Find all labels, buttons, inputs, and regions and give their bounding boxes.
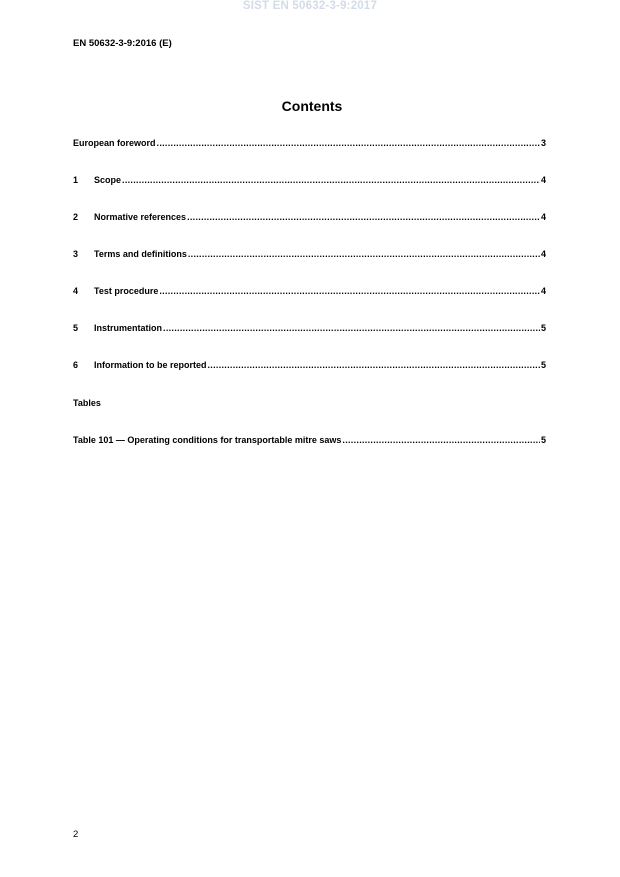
toc-leader-dots	[163, 323, 540, 333]
toc-entry-label: Terms and definitions	[94, 249, 187, 259]
toc-entry-number: 1	[73, 175, 79, 185]
toc-entry-label: Test procedure	[94, 286, 159, 296]
toc-entry-normative-references[interactable]	[73, 212, 546, 226]
toc-entry-page: 5	[540, 323, 546, 333]
toc-entry-page: 4	[540, 175, 546, 185]
page-title: Contents	[281, 98, 343, 114]
toc-entry-page: 5	[540, 435, 546, 445]
toc-leader-dots	[159, 286, 540, 296]
toc-entry-label: Table 101 — Operating conditions for transportable mitre saws	[73, 435, 342, 445]
toc-entry-number: 6	[73, 360, 79, 370]
toc-leader-dots	[342, 435, 540, 445]
toc-leader-dots	[208, 360, 540, 370]
toc-entry-page: 4	[540, 212, 546, 222]
toc-entry-label: Normative references	[94, 212, 187, 222]
toc-entry-label: Information to be reported	[94, 360, 207, 370]
toc-entry-page: 4	[540, 249, 546, 259]
toc-entry-european-foreword[interactable]	[73, 138, 546, 152]
toc-leader-dots	[188, 249, 540, 259]
page-number: 2	[73, 829, 79, 840]
toc-entry-instrumentation[interactable]	[73, 323, 546, 337]
toc-entry-terms-and-definitions[interactable]	[73, 249, 546, 263]
toc-leader-dots	[157, 138, 540, 148]
toc-entry-scope[interactable]	[73, 175, 546, 189]
tables-heading: Tables	[73, 398, 101, 408]
toc-entry-table-101[interactable]	[73, 435, 546, 449]
toc-entry-page: 5	[540, 360, 546, 370]
toc-entry-number: 5	[73, 323, 79, 333]
toc-leader-dots	[187, 212, 540, 222]
toc-entry-page: 4	[540, 286, 546, 296]
toc-entry-number: 2	[73, 212, 79, 222]
watermark: SIST EN 50632-3-9:2017	[242, 0, 378, 12]
toc-entry-label: European foreword	[73, 138, 156, 148]
document-identifier: EN 50632-3-9:2016 (E)	[73, 38, 172, 49]
toc-entry-number: 3	[73, 249, 79, 259]
toc-entry-label: Scope	[94, 175, 122, 185]
toc-entry-page: 3	[540, 138, 546, 148]
toc-entry-test-procedure[interactable]	[73, 286, 546, 300]
toc-entry-information-to-be-reported[interactable]	[73, 360, 546, 374]
toc-entry-number: 4	[73, 286, 79, 296]
toc-leader-dots	[122, 175, 540, 185]
toc-entry-label: Instrumentation	[94, 323, 163, 333]
